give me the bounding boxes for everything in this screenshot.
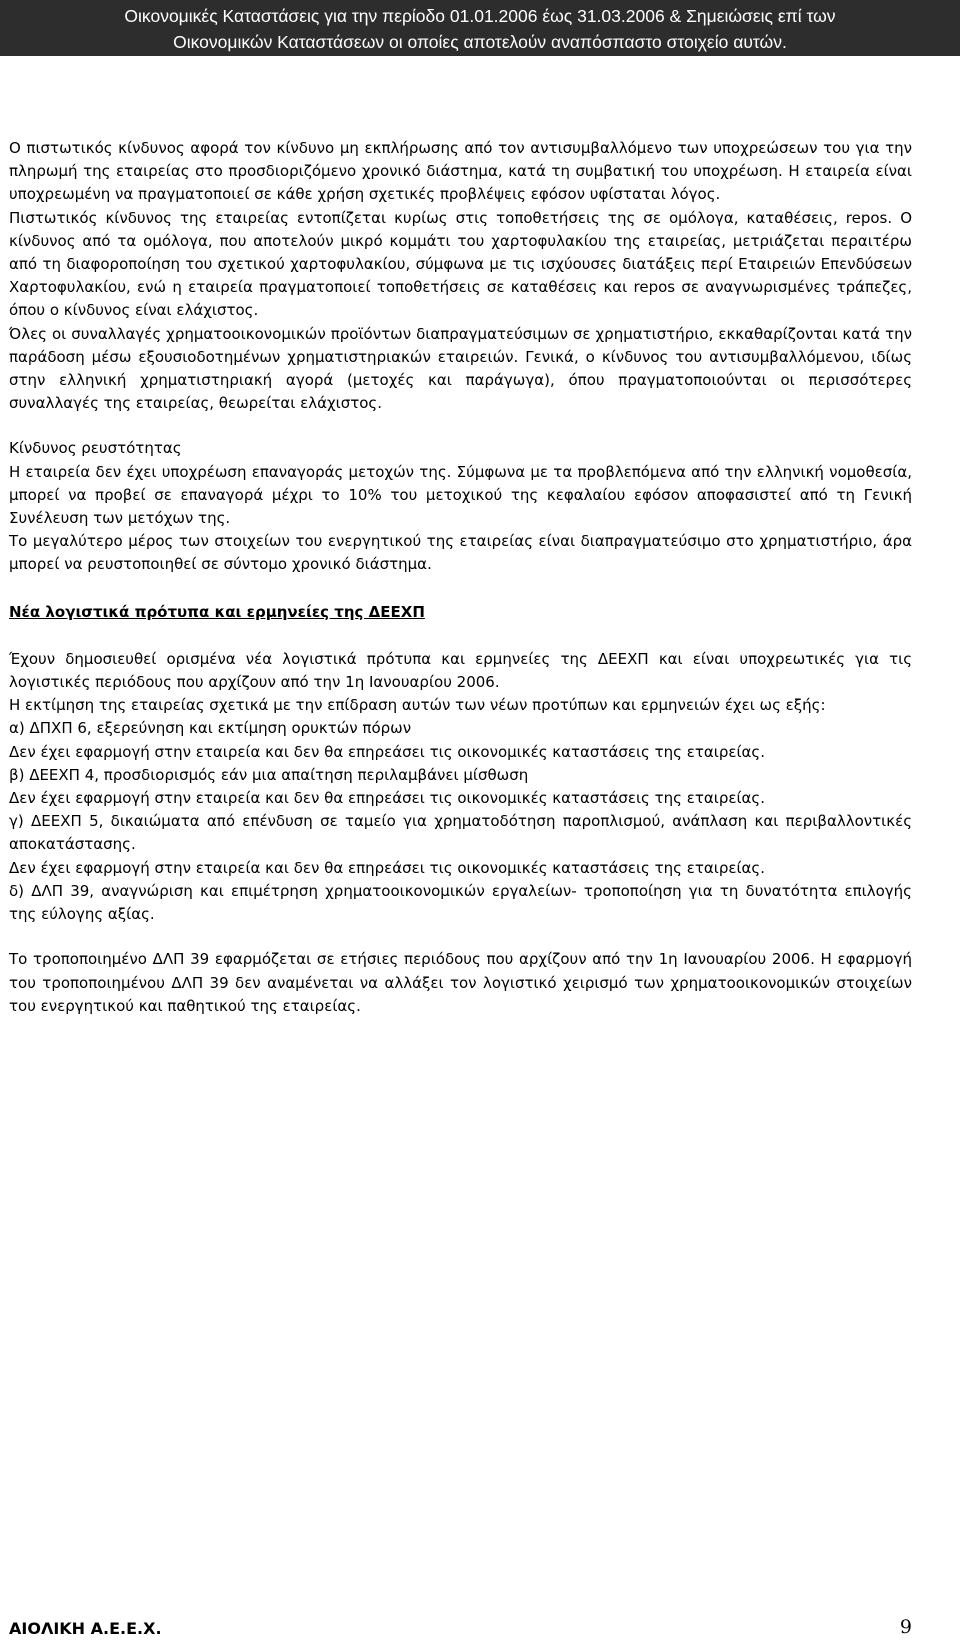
standards-intro: Έχουν δημοσιευθεί ορισμένα νέα λογιστικά πρότυπα και ερμηνείες της ΔΕΕΧΠ και είναι υποχρεωτικές για τις λογιστικές περιόδους που αρχίζουν από την 1η Ιανουαρίου 2006. bbox=[9, 649, 912, 692]
page-header bbox=[0, 0, 960, 56]
item-b-text: Δεν έχει εφαρμογή στην εταιρεία και δεν θα επηρεάσει τις οικονομικές καταστάσεις της εταιρείας. bbox=[9, 789, 765, 808]
item-d-title: δ) ΔΛΠ 39, αναγνώριση και επιμέτρηση χρηματοοικονομικών εργαλείων- τροποποίηση για τη δυνατότητα επιλογής της εύλογης αξίας. bbox=[9, 881, 912, 924]
footer-company-name: ΑΙΟΛΙΚΗ Α.Ε.Ε.Χ. bbox=[9, 1619, 162, 1638]
header-line-1: Οικονομικές Καταστάσεις για την περίοδο 01.01.2006 έως 31.03.2006 & Σημειώσεις επί των bbox=[124, 6, 836, 26]
credit-risk-paragraph-1: Ο πιστωτικός κίνδυνος αφορά τον κίνδυνο μη εκπλήρωσης από τον αντισυμβαλλόμενο των υποχρεώσεων του για την πληρωμή της εταιρείας στο προσδιοριζόμενο χρονικό διάστημα, κατά τη συμβατική του υποχρέωση. Η εταιρεία είναι υποχρεωμένη να πραγματοποιεί σε κάθε χρήση σχετικές προβλέψεις εφόσον υφίσταται λόγος. bbox=[9, 139, 912, 204]
item-a-text: Δεν έχει εφαρμογή στην εταιρεία και δεν θα επηρεάσει τις οικονομικές καταστάσεις της εταιρείας. bbox=[9, 742, 765, 761]
closing-paragraph: Το τροποποιημένο ΔΛΠ 39 εφαρμόζεται σε ετήσιες περιόδους που αρχίζουν από την 1η Ιανουαρίου 2006. Η εφαρμογή του τροποποιημένου ΔΛΠ 39 δεν αναμένεται να αλλάξει τον λογιστικό χειρισμό των χρηματοοικονομικών στοιχείων του ενεργητικού και παθητικού της εταιρείας. bbox=[9, 950, 912, 1015]
item-b-title: β) ΔΕΕΧΠ 4, προσδιορισμός εάν μια απαίτηση περιλαμβάνει μίσθωση bbox=[9, 765, 529, 784]
liquidity-paragraph-1: Η εταιρεία δεν έχει υποχρέωση επαναγοράς μετοχών της. Σύμφωνα με τα προβλεπόμενα από την ελληνική νομοθεσία, μπορεί να προβεί σε επαναγορά μέχρι το 10% του μετοχικού της κεφαλαίου εφόσον αποφασιστεί από τη Γενική Συνέλευση των μετόχων της. bbox=[9, 462, 912, 528]
liquidity-paragraph-2: Το μεγαλύτερο μέρος των στοιχείων του ενεργητικού της εταιρείας είναι διαπραγματεύσιμο στο χρηματιστήριο, άρα μπορεί να ρευστοποιηθεί σε σύντομο χρονικό διάστημα. bbox=[9, 532, 912, 574]
item-c-text: Δεν έχει εφαρμογή στην εταιρεία και δεν θα επηρεάσει τις οικονομικές καταστάσεις της εταιρείας. bbox=[9, 858, 765, 877]
document-body bbox=[9, 137, 912, 1018]
credit-risk-paragraph-2: Πιστωτικός κίνδυνος της εταιρείας εντοπίζεται κυρίως στις τοποθετήσεις της σε ομόλογα, καταθέσεις, repos. Ο κίνδυνος από τα ομόλογα, που αποτελούν μικρό κομμάτι του χαρτοφυλακίου της εταιρείας, μετριάζεται περαιτέρω από τη διαφοροποίηση του σχετικού χαρτοφυλακίου, σύμφωνα με τις ισχύουσες διατάξεις περί Εταιρειών Επενδύσεων Χαρτοφυλακίου, ενώ η εταιρεία πραγματοποιεί τοποθετήσεις σε καταθέσεις και repos σε αναγνωρισμένες τράπεζες, όπου ο κίνδυνος είναι ελάχιστος. bbox=[9, 208, 912, 320]
item-a-title: α) ΔΠΧΠ 6, εξερεύνηση και εκτίμηση ορυκτών πόρων bbox=[9, 719, 412, 738]
liquidity-risk-title: Κίνδυνος ρευστότητας bbox=[9, 439, 182, 458]
credit-risk-paragraph-3: Όλες οι συναλλαγές χρηματοοικονομικών προϊόντων διαπραγματεύσιμων σε χρηματιστήριο, εκκαθαρίζονται κατά την παράδοση μέσω εξουσιοδοτημένων χρηματιστηριακών εταιρειών. Γενικά, ο κίνδυνος του αντισυμβαλλόμενου, ιδίως στην ελληνική χρηματιστηριακή αγορά (μετοχές και παράγωγα), όπου πραγματοποιούνται οι περισσότερες συναλλαγές της εταιρείας, θεωρείται ελάχιστος. bbox=[9, 324, 912, 413]
item-c-title: γ) ΔΕΕΧΠ 5, δικαιώματα από επένδυση σε ταμείο για χρηματοδότηση παροπλισμού, ανάπλαση και περιβαλλοντικές αποκατάστασης. bbox=[9, 812, 912, 854]
page-number: 9 bbox=[899, 1616, 912, 1638]
header-line-2: Οικονομικών Καταστάσεων οι οποίες αποτελούν αναπόσπαστο στοιχείο αυτών. bbox=[173, 32, 787, 52]
standards-estimate: Η εκτίμηση της εταιρείας σχετικά με την επίδραση αυτών των νέων προτύπων και ερμηνειών έχει ως εξής: bbox=[9, 696, 826, 715]
section-heading: Νέα λογιστικά πρότυπα και ερμηνείες της ΔΕΕΧΠ bbox=[9, 602, 425, 621]
